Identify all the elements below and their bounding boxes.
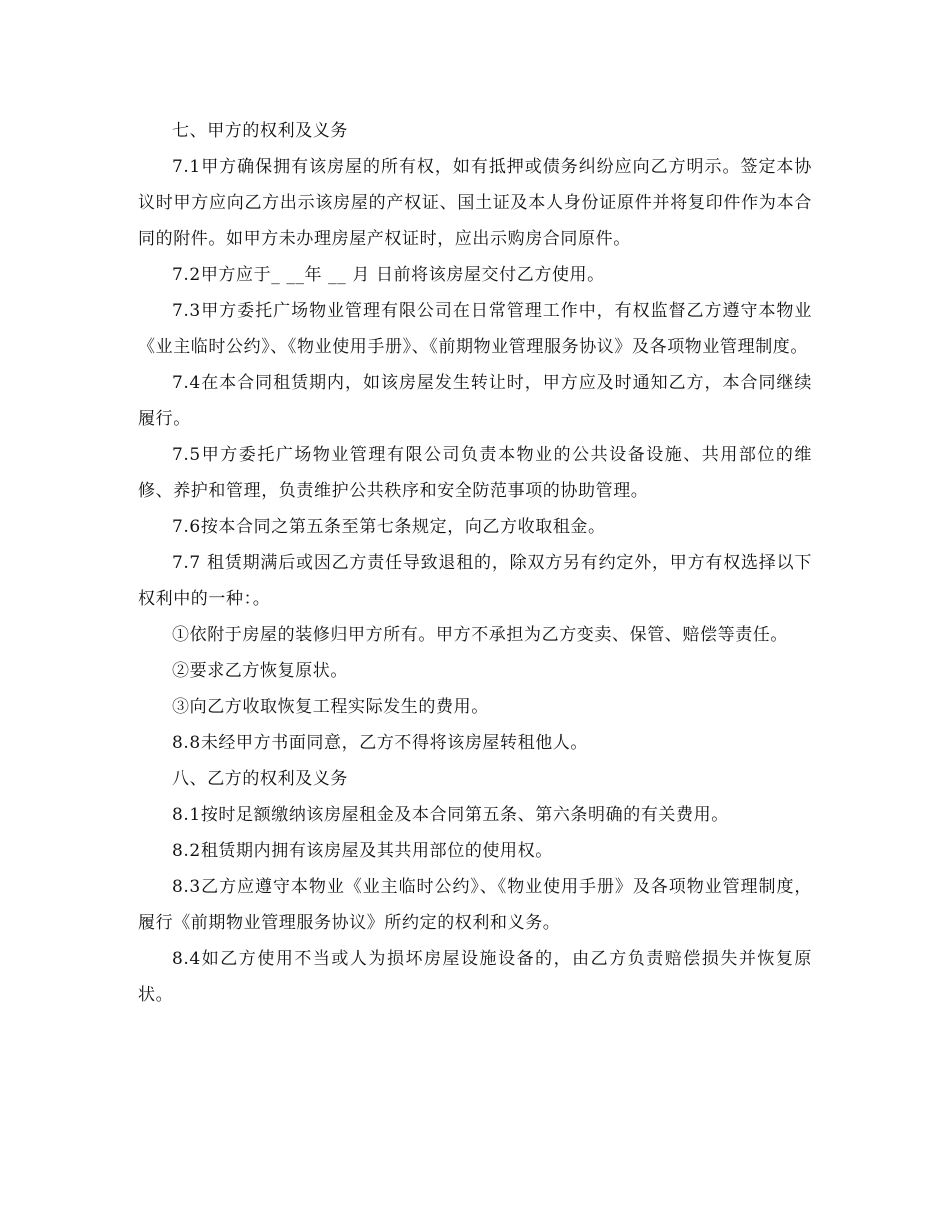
- clause-7-7: 7.7 租赁期满后或因乙方责任导致退租的，除双方另有约定外，甲方有权选择以下权利中的一种：。: [138, 553, 812, 609]
- section-heading-7: 七、甲方的权利及义务: [172, 121, 348, 141]
- document-body: [138, 113, 812, 1013]
- clause-7-1: 7.1甲方确保拥有该房屋的所有权，如有抵押或债务纠纷应向乙方明示。签定本协议时甲方应向乙方出示该房屋的产权证、国土证及本人身份证原件并将复印件作为本合同的附件。如甲方未办理房屋产权证时，应出示购房合同原件。: [138, 157, 812, 249]
- clause-8-2: 8.2租赁期内拥有该房屋及其共用部位的使用权。: [172, 841, 553, 861]
- clause-7-2: 7.2甲方应于_ __年 __ 月 日前将该房屋交付乙方使用。: [172, 265, 605, 285]
- clause-8-8: 8.8未经甲方书面同意，乙方不得将该房屋转租他人。: [172, 733, 589, 753]
- clause-7-7-option-3: ③向乙方收取恢复工程实际发生的费用。: [172, 697, 489, 717]
- clause-8-1: 8.1按时足额缴纳该房屋租金及本合同第五条、第六条明确的有关费用。: [172, 805, 729, 825]
- clause-7-6: 7.6按本合同之第五条至第七条规定，向乙方收取租金。: [172, 517, 606, 537]
- clause-7-3: 7.3甲方委托广场物业管理有限公司在日常管理工作中，有权监督乙方遵守本物业《业主临时公约》、《物业使用手册》、《前期物业管理服务协议》及各项物业管理制度。: [138, 301, 812, 357]
- clause-7-5: 7.5甲方委托广场物业管理有限公司负责本物业的公共设备设施、共用部位的维修、养护和管理，负责维护公共秩序和安全防范事项的协助管理。: [138, 445, 812, 501]
- clause-7-7-option-1: ①依附于房屋的装修归甲方所有。甲方不承担为乙方变卖、保管、赔偿等责任。: [172, 625, 788, 645]
- section-heading-8: 八、乙方的权利及义务: [172, 769, 348, 789]
- clause-8-3: 8.3乙方应遵守本物业《业主临时公约》、《物业使用手册》及各项物业管理制度，履行《前期物业管理服务协议》所约定的权利和义务。: [138, 877, 812, 933]
- clause-7-4: 7.4在本合同租赁期内，如该房屋发生转让时，甲方应及时通知乙方，本合同继续履行。: [138, 373, 812, 429]
- clause-8-4: 8.4如乙方使用不当或人为损坏房屋设施设备的，由乙方负责赔偿损失并恢复原状。: [138, 949, 812, 1005]
- clause-7-7-option-2: ②要求乙方恢复原状。: [172, 661, 348, 681]
